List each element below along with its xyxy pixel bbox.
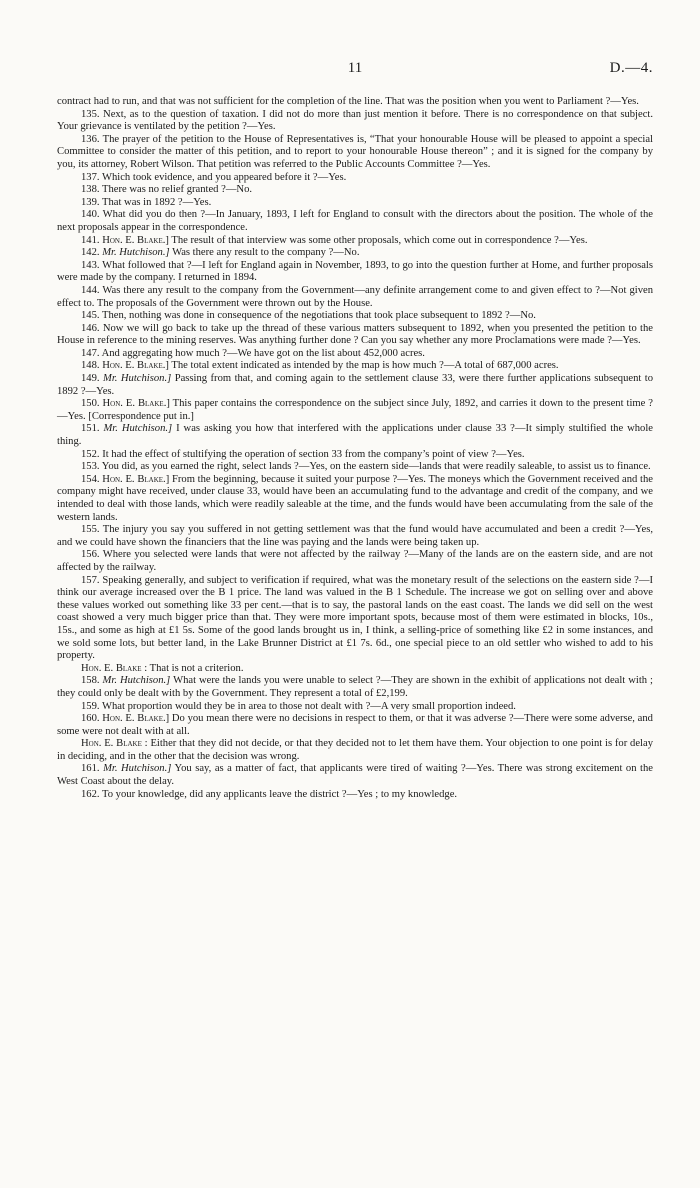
page-header xyxy=(57,60,653,80)
question-number: 161. xyxy=(81,763,100,775)
paragraph xyxy=(57,348,653,361)
speaker-label: Hon. E. Blake : xyxy=(81,662,148,674)
paragraph xyxy=(57,549,653,574)
paragraph-text: You say, as a matter of fact, that applicants were tired of waiting ?—Yes. There was strong excitement on the West Coast about the delay. xyxy=(57,763,653,788)
evidence-text xyxy=(57,96,653,801)
paragraph-text: From the beginning, because it suited your purpose ?—Yes. The moneys which the Government received and the company might have received, under clause 33, would have been an accumulating fund to the advantage and credit of the company, and we intended to deal with those lands, which were readily saleable at the time, and the funds would have been accumulating from the sale of the western lands. xyxy=(57,473,653,523)
paragraph xyxy=(57,184,653,197)
document-reference: D.—4. xyxy=(609,60,653,76)
speaker-label: Hon. E. Blake.] xyxy=(102,473,170,485)
paragraph xyxy=(57,423,653,448)
paragraph-text: 139. That was in 1892 ?—Yes. xyxy=(81,196,212,208)
question-number: 142. xyxy=(81,247,100,259)
paragraph-text: Passing from that, and coming again to the settlement clause 33, were there further applications subsequent to 1892 ?—Yes. xyxy=(57,373,654,397)
paragraph-text: What were the lands you were unable to select ?—They are shown in the exhibit of applications not dealt with ; they could only be dealt with by the Government. They represent a total of £2,199. xyxy=(57,675,653,699)
paragraph xyxy=(57,524,653,549)
paragraph-text: 143. What followed that ?—I left for England again in November, 1893, to go into the question further at Home, and further proposals were made by the company. I returned in 1894. xyxy=(57,259,653,284)
paragraph-text: Was there any result to the company ?—No. xyxy=(172,247,360,259)
paragraph xyxy=(57,209,653,234)
speaker-label: Mr. Hutchison.] xyxy=(102,247,170,259)
paragraph-text: 152. It had the effect of stultifying the operation of section 33 from the company’s point of view ?—Yes. xyxy=(81,448,525,460)
paragraph-text: 138. There was no relief granted ?—No. xyxy=(81,184,253,196)
paragraph-text: 137. Which took evidence, and you appeared before it ?—Yes. xyxy=(81,171,347,183)
paragraph xyxy=(57,134,653,172)
paragraph xyxy=(57,713,653,738)
speaker-label: Hon. E. Blake.] xyxy=(102,713,170,725)
paragraph-text: 153. You did, as you earned the right, select lands ?—Yes, on the eastern side—lands that were readily saleable, to assist us to finance. xyxy=(81,461,651,473)
paragraph-text: The total extent indicated as intended by the map is how much ?—A total of 687,000 acres. xyxy=(171,360,559,372)
question-number: 141. xyxy=(81,234,100,246)
paragraph xyxy=(57,738,653,763)
paragraph-text: 157. Speaking generally, and subject to verification if required, what was the monetary result of the selections on the eastern side ?—I think our average increased over the B 1 price. The land was valued in the B 1 Schedule. The increase we got on selling over and above these values worked out something like 33 per cent.—that is to say, the pastoral lands on the east coast. The lands we did sell on the west coast showed a very much bigger price than that. They were more important spots, because most of them were estimated in blocks, 10s., 15s., and some as high at £1 5s. Some of the good lands brought us in, I think, a selling-price of something like £2 in some instances, and we sold some lots, but better land, in the Lake Brunner District at £1 7s. 6d., one special piece to an old settler who wished to add to his property. xyxy=(57,574,653,662)
paragraph xyxy=(57,398,653,423)
speaker-label: Hon. E. Blake.] xyxy=(102,234,169,246)
paragraph xyxy=(57,247,653,260)
speaker-label: Mr. Hutchison.] xyxy=(103,373,172,385)
paragraph xyxy=(57,575,653,663)
question-number: 149. xyxy=(81,373,100,385)
paragraph xyxy=(57,235,653,248)
speaker-label: Hon. E. Blake.] xyxy=(102,398,170,410)
speaker-label: Hon. E. Blake.] xyxy=(102,360,169,372)
paragraph xyxy=(57,323,653,348)
paragraph xyxy=(57,461,653,474)
speaker-label: Mr. Hutchison.] xyxy=(103,763,172,775)
question-number: 151. xyxy=(81,423,100,435)
paragraph xyxy=(57,789,653,802)
paragraph xyxy=(57,285,653,310)
paragraph-text: 146. Now we will go back to take up the thread of these various matters subsequent to 1892, when you presented the petition to the House in reference to the mining reserves. Was anything further done ? Can you say whether any more Proclamations were made ?—Yes. xyxy=(57,322,653,347)
paragraph-text: That is not a criterion. xyxy=(149,662,244,674)
paragraph-text: 156. Where you selected were lands that were not affected by the railway ?—Many of the lands are on the eastern side, and are not affected by the railway. xyxy=(57,549,653,573)
speaker-label: Hon. E. Blake : xyxy=(81,738,148,750)
paragraph xyxy=(57,360,653,373)
question-number: 160. xyxy=(81,713,100,725)
question-number: 154. xyxy=(81,473,100,485)
paragraph-text: Either that they did not decide, or that they decided not to let them have them. Your objection to one point is for delay in deciding, and in the other that the decision was wrong. xyxy=(57,738,653,762)
paragraph-text: 144. Was there any result to the company from the Government—any definite arrangement come to and given effect to ?—Not given effect to. The proposals of the Government were thrown out by the House. xyxy=(57,284,653,309)
paragraph-text: 140. What did you do then ?—In January, 1893, I left for England to consult with the directors about the position. The whole of the next proposals appear in the correspondence. xyxy=(57,209,653,233)
paragraph xyxy=(57,310,653,323)
paragraph xyxy=(57,373,653,398)
paragraph-text: 162. To your knowledge, did any applicants leave the district ?—Yes ; to my knowledge. xyxy=(81,788,458,800)
paragraph xyxy=(57,197,653,210)
paragraph-text: 159. What proportion would they be in area to those not dealt with ?—A very small proportion indeed. xyxy=(81,700,516,712)
paragraph xyxy=(57,763,653,788)
paragraph-text: 155. The injury you say you suffered in not getting settlement was that the fund would have accumulated and been a credit ?—Yes, and we could have shown the financiers that the line was paying and the lands were being taken up. xyxy=(57,524,653,548)
paragraph xyxy=(57,701,653,714)
paragraph xyxy=(57,663,653,676)
speaker-label: Mr. Hutchison.] xyxy=(102,675,171,687)
paragraph-text: Do you mean there were no decisions in respect to them, or that it was adverse ?—There were some adverse, and some were not dealt with at all. xyxy=(57,713,653,737)
question-number: 158. xyxy=(81,675,100,687)
speaker-label: Mr. Hutchison.] xyxy=(103,423,173,435)
paragraph xyxy=(57,96,653,109)
paragraph xyxy=(57,172,653,185)
paragraph-text: 145. Then, nothing was done in consequence of the negotiations that took place subsequent to 1892 ?—No. xyxy=(81,310,536,322)
paragraph-text: 135. Next, as to the question of taxation. I did not do more than just mention it before. There is no correspondence on that subject. Your grievance is ventilated by the petition ?—Yes. xyxy=(57,108,653,133)
paragraph xyxy=(57,260,653,285)
paragraph xyxy=(57,449,653,462)
paragraph-text: I was asking you how that interfered with the applications under clause 33 ?—It simply stultified the whole thing. xyxy=(57,423,653,448)
paragraph xyxy=(57,675,653,700)
paragraph-text: contract had to run, and that was not sufficient for the completion of the line. That was the position when you went to Parliament ?—Yes. xyxy=(57,96,639,107)
paragraph-text: 136. The prayer of the petition to the House of Representatives is, “That your honourable House will be pleased to appoint a special Committee to consider the matter of this petition, and to report to your honourable House thereon” ; and it is signed for the company by you, its attorney, Robert Wilson. That petition was referred to the Public Accounts Committee ?—Yes. xyxy=(57,133,653,170)
paragraph xyxy=(57,474,653,524)
paragraph-text: 147. And aggregating how much ?—We have got on the list about 452,000 acres. xyxy=(81,347,425,359)
paragraph-text: This paper contains the correspondence on the subject since July, 1892, and carries it down to the present time ?—Yes. [Correspondence put in.] xyxy=(57,398,653,422)
page-number: 11 xyxy=(347,60,363,76)
paragraph xyxy=(57,109,653,134)
question-number: 150. xyxy=(81,398,100,410)
paragraph-text: The result of that interview was some other proposals, which come out in correspondence ?—Yes. xyxy=(171,234,588,246)
question-number: 148. xyxy=(81,360,100,372)
